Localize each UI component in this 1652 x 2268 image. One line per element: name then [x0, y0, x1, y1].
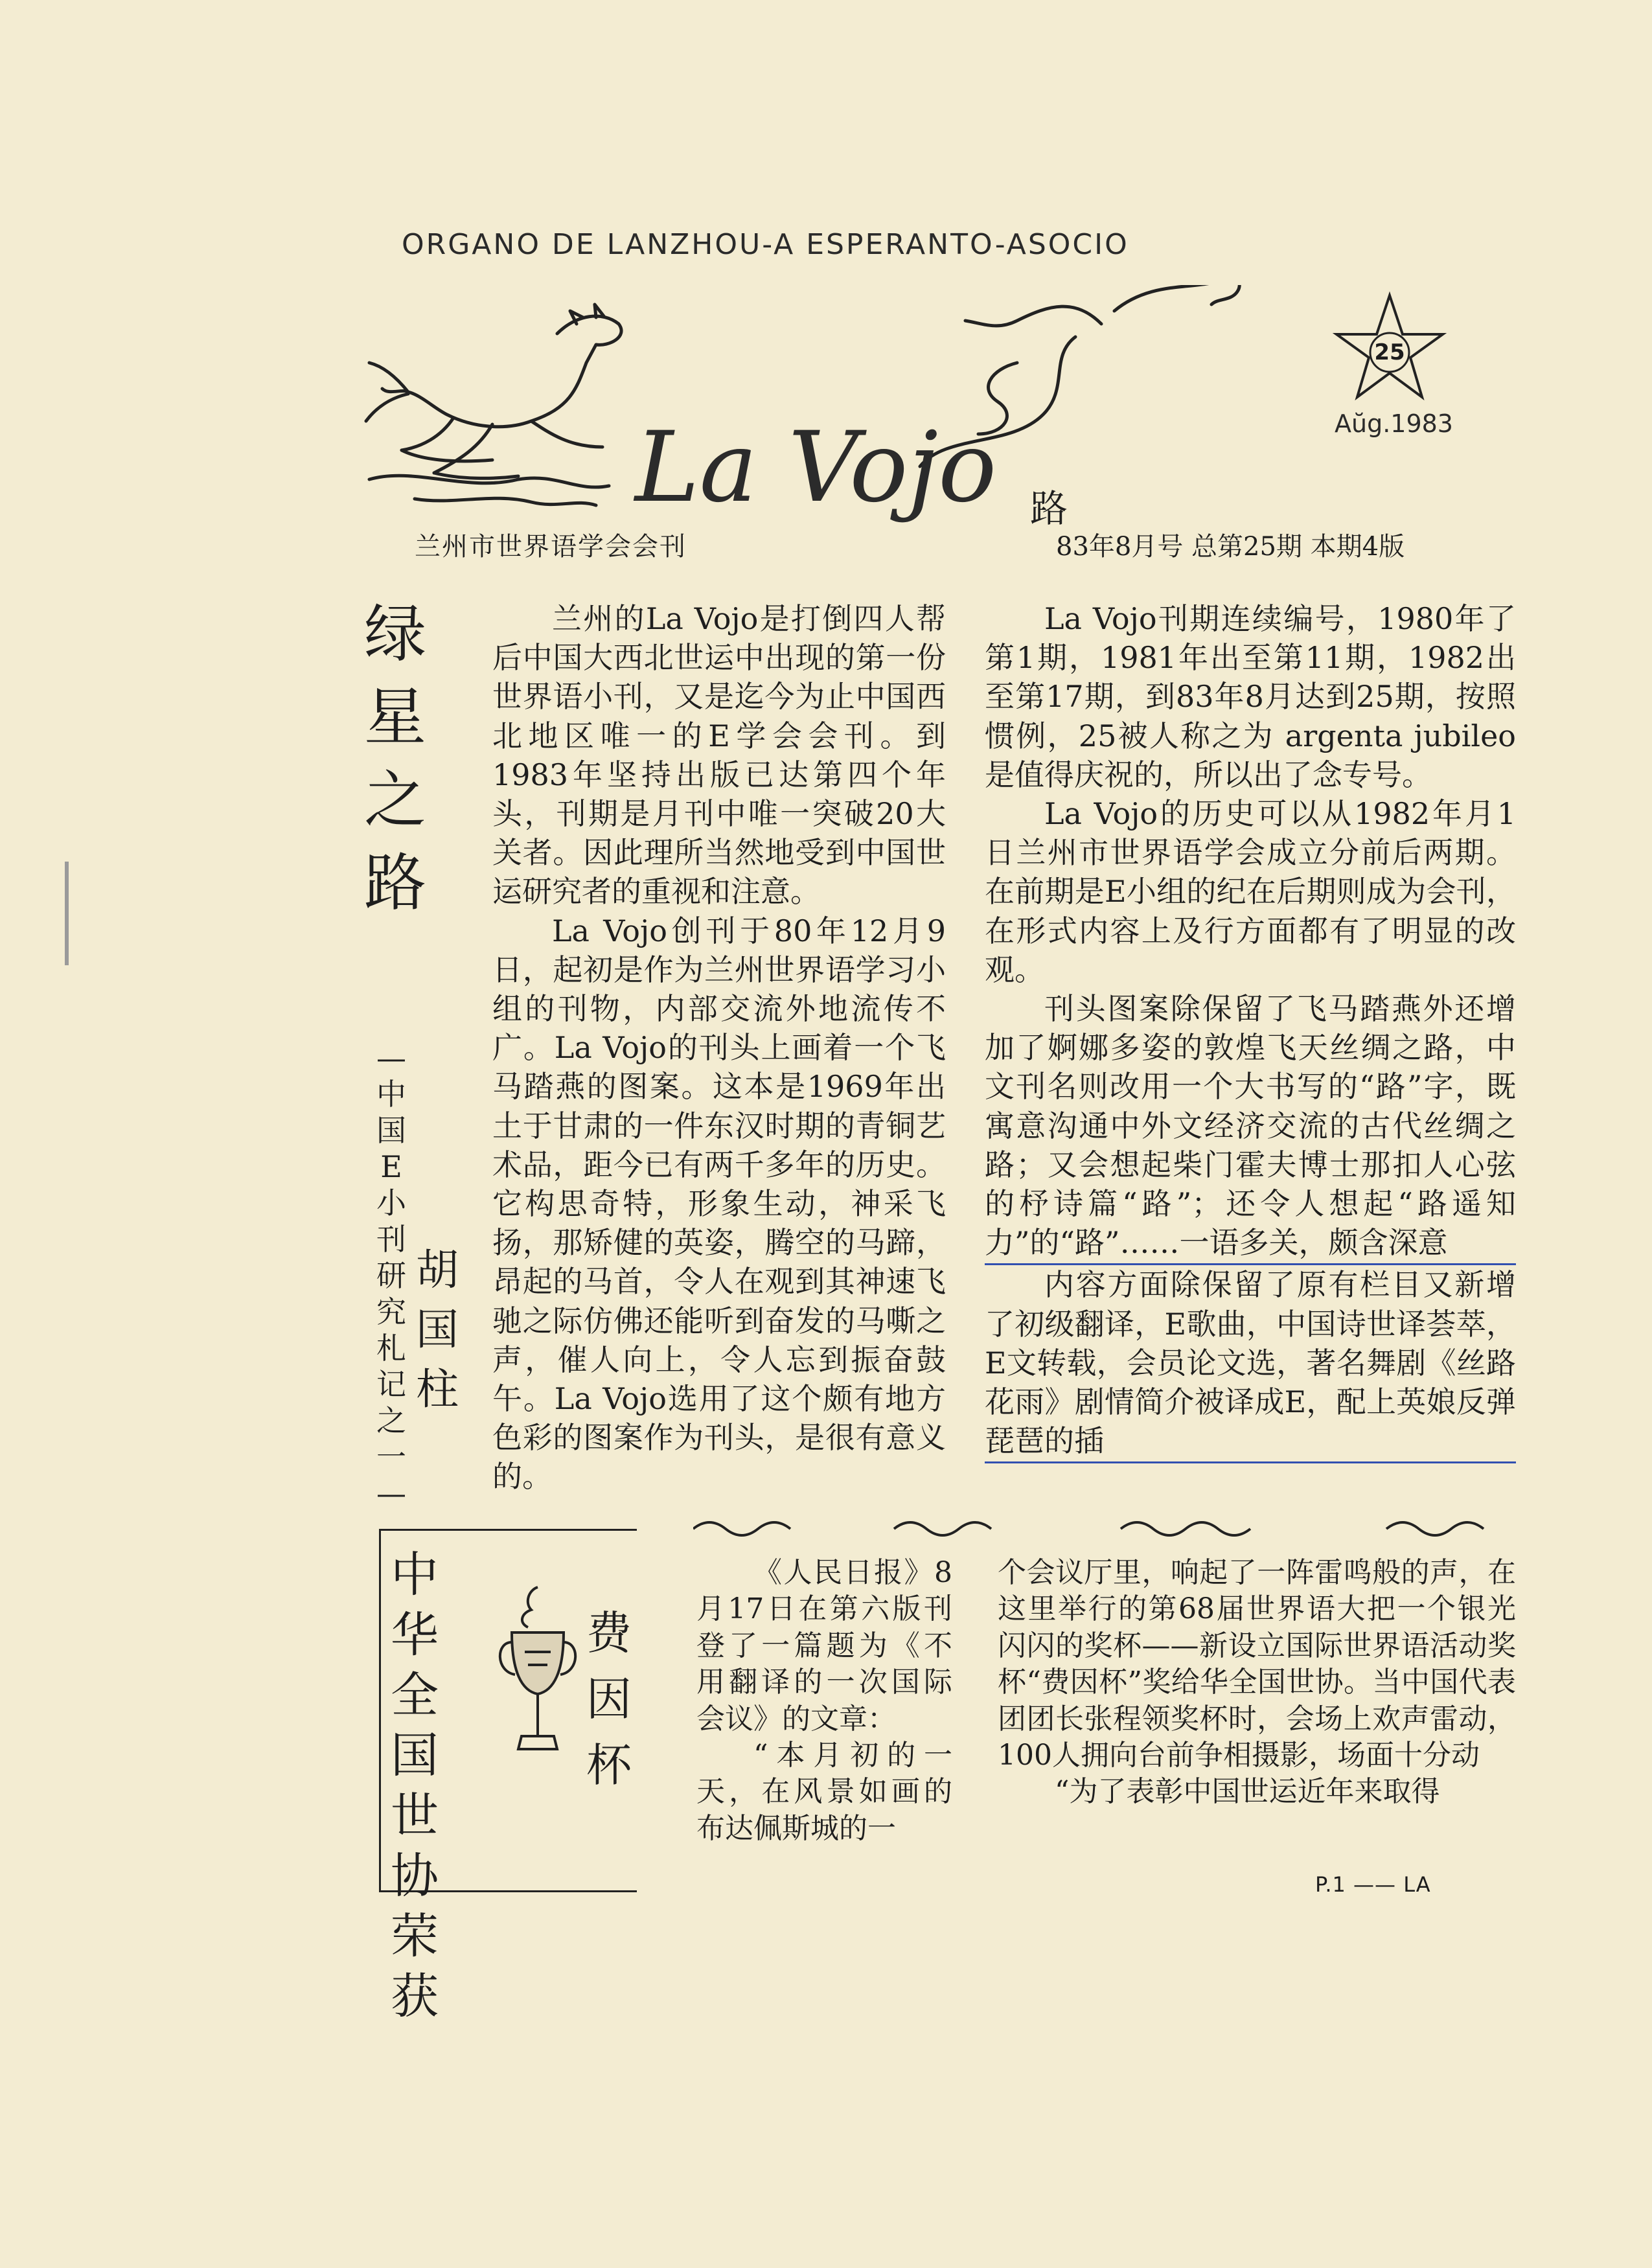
trophy-cup-icon [492, 1581, 583, 1775]
article-author: 胡国柱 [416, 1245, 459, 1414]
masthead-logo-text: La Vojo [635, 411, 997, 524]
wavy-separator-divider [693, 1516, 1522, 1542]
page-footer: P.1 —— LA [1315, 1872, 1431, 1897]
award-paragraph: 《人民日报》8月17日在第六版刊登了一篇题为《不用翻译的一次国际会议》的文章： [696, 1556, 952, 1735]
article-paragraph: La Vojo的历史可以从1982年月1日兰州市世界语学会成立分前后两期。在前期是E小组的纪在后期则成为会刊，在形式内容上及行方面都有了明显的改观。 [985, 796, 1516, 987]
award-paragraph: 个会议厅里，响起了一阵雷鸣般的声，在这里举行的第68届世界语大把一个银光闪闪的奖杯——新设立国际世界语活动奖杯“费因杯”奖给华全国世协。当中国代表团团长张程领奖杯时，会场上欢声雷动，100人拥向台前争相摄影，场面十分动 [998, 1556, 1516, 1772]
article-paragraph: 兰州的La Vojo是打倒四人帮后中国大西北世运中出现的第一份世界语小刊，又是迄今为止中国西北地区唯一的E学会会刊。到1983年坚持出版已达第四个年头，刊期是月刊中唯一突破20大关者。因此理所当然地受到中国世运研究者的重视和注意。 [492, 601, 946, 910]
award-column-2 [998, 1555, 1516, 1811]
award-paragraph: “为了表彰中国世运近年来取得 [1055, 1775, 1440, 1809]
masthead-logo-glyph: 路 [1030, 487, 1068, 531]
article-title: 绿星之路 [364, 598, 426, 919]
article-series-subtitle: —中国E小刊研究札记之一— [376, 1040, 406, 1511]
issue-number: 25 [1374, 339, 1405, 365]
award-headline-left: 中华全国世协荣获 [391, 1547, 439, 2024]
article-paragraph-underlined: 刊头图案除保留了飞马踏燕外还增加了婀娜多姿的敦煌飞天丝绸之路，中文刊名则改用一个大书写的“路”字，既寓意沟通中外文经济交流的古代丝绸之路；又会想起柴门霍夫博士那扣人心弦的杼诗篇“路”；还令人想起“路遥知力”的“路”……一语多关，颇含深意 [985, 989, 1516, 1265]
article-column-1 [492, 599, 946, 1496]
issue-star-badge [1331, 290, 1448, 404]
issue-date: Aŭg.1983 [1335, 409, 1453, 438]
staple-mark [65, 862, 69, 965]
article-paragraph: La Vojo创刊于80年12月9日，起初是作为兰州世界语学习小组的刊物，内部交流外地流传不广。La Vojo的刊头上画着一个飞马踏燕的图案。这本是1969年出土于甘肃的一件东汉时期的青铜艺术品，距今已有两千多年的历史。它构思奇特，形象生动，神采飞扬，那矫健的英姿，腾空的马蹄，昂起的马首，令人在观到其神速飞驰之际仿佛还能听到奋发的马嘶之声，催人向上，令人忘到振奋鼓午。La Vojo选用了这个颇有地方色彩的图案作为刊头，是很有意义的。 [492, 913, 946, 1495]
article-paragraph: La Vojo刊期连续编号，1980年了第1期，1981年出至第11期，1982出至第17期，到83年8月达到25期，按照惯例，25被人称之为 argenta jubileo 是值得庆祝的，所以出了念专号。 [985, 601, 1516, 792]
award-paragraph: “本月初的一天，在风景如画的布达佩斯城的一 [696, 1739, 952, 1845]
association-subtitle: 兰州市世界语学会会刊 [415, 532, 687, 562]
org-title: ORGANO DE LANZHOU-A ESPERANTO-ASOCIO [402, 228, 1129, 261]
award-headline-right: 费因杯 [586, 1607, 632, 1792]
award-column-1 [696, 1555, 952, 1847]
article-paragraph-underlined: 内容方面除保留了原有栏目又新增了初级翻译，E歌曲，中国诗世译荟萃，E文转载，会员论文选，著名舞剧《丝路花雨》剧情简介被译成E，配上英娘反弹琵琶的插 [985, 1265, 1516, 1463]
issue-info: 83年8月号 总第25期 本期4版 [1056, 532, 1405, 562]
article-column-2 [985, 599, 1516, 1463]
